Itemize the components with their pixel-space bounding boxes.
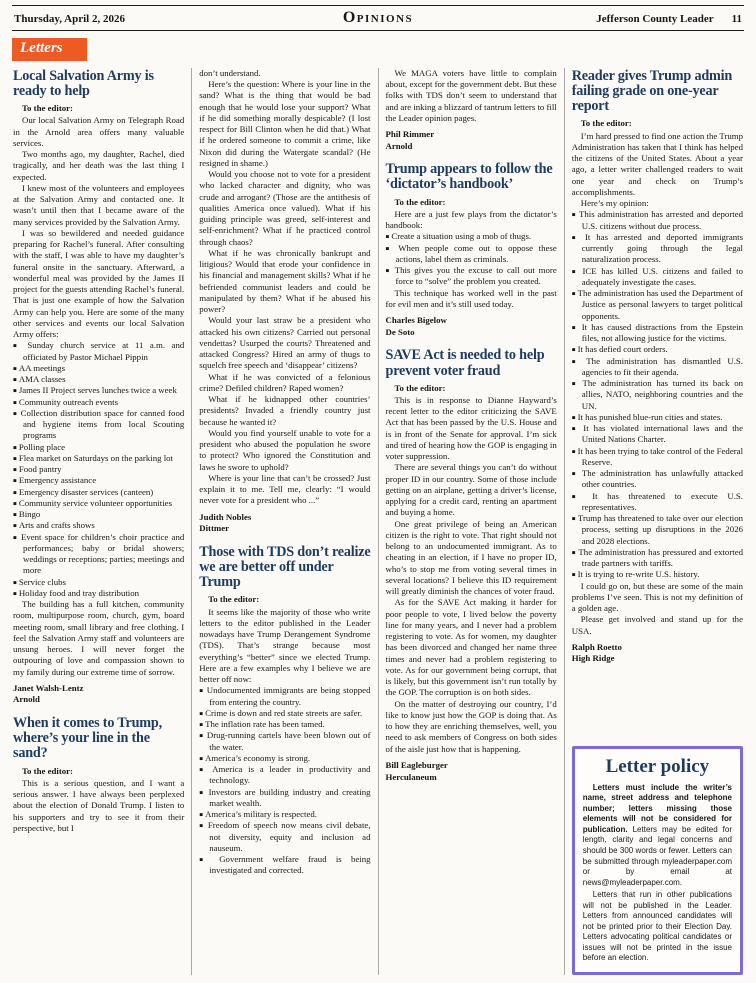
bullet-item: ■ AMA classes: [13, 374, 66, 385]
letter-paragraph: We MAGA voters have little to complain about, except for the government debt. But these folks with TDS don’t seem to understand that and are inking a blizzard of tantrum letters to fill the Leader opinion pages.: [385, 67, 557, 123]
column-3: [379, 68, 565, 975]
letter-paragraph: This is in response to Dianne Hayward’s recent letter to the editor criticizing the SAVE Act that has been passed by the U.S. House and is in front of the Senate for approval. I’m sick and tired of hearing how the GOP is engaging in voter suppression.: [385, 394, 557, 462]
letter-headline: Those with TDS don’t realize we are better off under Trump: [199, 543, 371, 591]
bullet-item: ■ Trump has threatened to take over our election process, setting up disruptions in the 2026 and 2028 elections.: [571, 513, 744, 546]
bullet-square-icon: ■: [13, 343, 21, 350]
salutation: To the editor:: [394, 382, 446, 393]
bullet-square-icon: ■: [199, 688, 204, 695]
bullet-square-icon: ■: [571, 449, 576, 456]
letter-paragraph: What if he was convicted of a felonious crime? Defiled children? Raped women?: [199, 371, 371, 393]
letter-paragraph: Would your last straw be a president who attacked his own citizens? Carried out personal vendettas? Usurped the courts? Threatened and attacked Congress? Hired an army of thugs to squelch free speech and ‘disappear’ citizens?: [199, 315, 371, 371]
letter-paragraph: As for the SAVE Act making it harder for poor people to vote, I lived below the poverty line for many years, and I never had a problem registering to vote. As for women, my daughter has been divorced and changed her name three times and never had a problem registering to vote. As for our government being corrupt, that is likely, but this government isn’t run totally by the GOP. The corruption is on both sides.: [385, 597, 557, 698]
letter-paragraph: don’t understand.: [199, 67, 261, 78]
bullet-item: ■ Polling place: [13, 441, 65, 452]
bullet-item: ■ The administration has unlawfully attacked other countries.: [571, 468, 743, 490]
bullet-square-icon: ■: [13, 580, 17, 587]
bullet-item: ■ The administration has pressured and extorted trade partners with tariffs.: [571, 546, 744, 569]
bullet-item: ■ It has violated international laws and the United Nations Charter.: [571, 423, 743, 445]
letter-paragraph: Here’s the question: Where is your line in the sand? What is the thing that would be bad enough that he would lose your support? What if he did something morally despicable? (I lost respect for Bill Clinton when he did that.) What if he ordered someone to commit a crime, like Nixon did during the Watergate scandal? (He resigned in shame.): [199, 79, 371, 168]
bullet-square-icon: ■: [199, 756, 203, 763]
bullet-item: ■ It has punished blue-run cities and states.: [571, 411, 723, 422]
bullet-item: ■ James II Project serves lunches twice a week: [13, 385, 177, 396]
bullet-square-icon: ■: [385, 268, 391, 275]
bullet-square-icon: ■: [571, 269, 578, 276]
bullet-item: ■ It has been trying to take control of the Federal Reserve.: [571, 445, 744, 467]
letter-signature: Janet Walsh-Lentz Arnold: [13, 682, 84, 705]
bullet-item: ■ The administration has turned its back on allies, NATO, neighboring countries and the UN.: [571, 378, 743, 411]
bullet-item: ■ This administration has arrested and deported U.S. citizens without due process.: [571, 209, 743, 231]
bullet-square-icon: ■: [13, 523, 17, 530]
letter-headline: When it comes to Trump, where’s your line in the sand?: [13, 715, 162, 762]
letter-paragraph: Two months ago, my daughter, Rachel, died tragically, and her death was the last thing I expected.: [13, 149, 185, 182]
bullet-square-icon: ■: [571, 471, 578, 478]
letter-policy-requirements: Letters must include the writer’s name, street address and telephone number; letters missing those elements will not be considered for publication.: [582, 782, 732, 834]
bullet-square-icon: ■: [13, 411, 18, 418]
letter-paragraph: Our local Salvation Army on Telegraph Road in the Arnold area offers many valuable services.: [13, 115, 185, 148]
bullet-item: ■ Flea market on Saturdays on the parking lot: [13, 452, 173, 463]
bullet-square-icon: ■: [13, 512, 17, 519]
letter-paragraph: What if he kidnapped other countries’ presidents? Invaded a friendly country just because he wanted it?: [199, 394, 371, 427]
bullet-item: ■ Investors are building industry and creating market wealth.: [199, 786, 371, 808]
bullet-square-icon: ■: [13, 445, 17, 452]
column-4-content: [572, 68, 743, 671]
bullet-item: ■ Create a situation using a mob of thugs.: [385, 231, 532, 242]
bullet-square-icon: ■: [571, 359, 580, 366]
bullet-square-icon: ■: [13, 400, 17, 407]
bullet-item: ■ Arts and crafts shows: [13, 520, 95, 531]
page-number: 11: [731, 13, 742, 25]
letter-policy-paragraph-1: [583, 783, 732, 888]
letter-paragraph: Where is your line that can’t be crossed? Just explain it to me. Tell me, clearly: “I would never vote for a president who ...”: [199, 472, 371, 506]
column-4: [565, 68, 744, 975]
letter-paragraph: I’m hard pressed to find one action the Trump Administration has taken that I think has helped the citizens of the United States. About a year ago, a letter writer challenged readers to wait one year and check on Trump’s accomplishments.: [571, 130, 743, 197]
salutation: To the editor:: [394, 196, 446, 207]
bullet-square-icon: ■: [13, 456, 17, 463]
masthead-date: Thursday, April 2, 2026: [14, 13, 125, 25]
bullet-item: ■ Community service volunteer opportunities: [13, 497, 173, 508]
bullet-square-icon: ■: [199, 823, 205, 830]
column-1-content: [13, 68, 184, 834]
bullet-square-icon: ■: [571, 572, 576, 579]
salutation: To the editor:: [208, 594, 260, 605]
letter-paragraph: I was so bewildered and needed guidance preparing for Rachel’s funeral. After consulting with the staff, I was able to have my daughter’s funeral onsite in the sanctuary. Afterward, a wonderful meal was provided by the James II project for the guests attending Rachel’s funeral. That is just one example of how the Salvation Army can help you. Here are some of the many other services and events our local Salvation Army offers:: [13, 227, 185, 340]
bullet-item: ■ Food pantry: [13, 464, 62, 475]
bullet-square-icon: ■: [199, 711, 203, 718]
bullet-item: ■ Event space for children’s choir practice and performances; baby or bridal showers; weddings or receptions; parties; meetings and more: [13, 531, 185, 576]
bullet-square-icon: ■: [13, 535, 18, 542]
bullet-square-icon: ■: [13, 366, 17, 373]
bullet-item: ■ America’s economy is strong.: [199, 752, 311, 763]
bullet-square-icon: ■: [571, 516, 576, 523]
letter-paragraph: This is a serious question, and I want a serious answer. I have always been perplexed about the election of Donald Trump. I listen to his supporters and try to see it from their perspective, but I: [13, 777, 185, 833]
bullet-item: ■ AA meetings: [13, 362, 66, 373]
bullet-item: ■ The inflation rate has been tamed.: [199, 719, 325, 730]
bullet-square-icon: ■: [571, 426, 579, 433]
bullet-square-icon: ■: [385, 246, 393, 253]
column-2: [192, 68, 378, 975]
bullet-item: ■ This gives you the excuse to call out more force to “solve” the problem you created.: [385, 265, 557, 287]
masthead-section-title: Opinions: [342, 9, 414, 26]
bullet-square-icon: ■: [571, 494, 583, 501]
bullet-item: ■ Collection distribution space for canned food and hygiene items from local Scouting programs: [13, 407, 185, 441]
letter-paragraph: It seems like the majority of those who write letters to the editor published in the Leader nowadays have Trump Derangement Syndrome (TDS). That’s strange because most everything’s “better” since we elected Trump. Here are a few examples why I believe we are better off now:: [199, 606, 371, 685]
bullet-square-icon: ■: [13, 388, 17, 395]
bullet-item: ■ The administration has used the Department of Justice as personal lawyers to target political opponents.: [571, 288, 744, 321]
bullet-item: ■ America is a leader in productivity and technology.: [199, 764, 371, 786]
bullet-item: ■ Freedom of speech now means civil debate, not diversity, equity and inclusion ad nauseum.: [199, 820, 371, 853]
bullet-item: ■ Crime is down and red state streets are safer.: [199, 707, 363, 718]
bullet-item: ■ Emergency disaster services (canteen): [13, 486, 154, 497]
bullet-item: ■ Community outreach events: [13, 396, 119, 407]
bullet-square-icon: ■: [13, 377, 17, 384]
bullet-square-icon: ■: [385, 234, 390, 241]
letter-paragraph: I knew most of the volunteers and employees at the Salvation Army and contacted one. It wasn’t until then that I became aware of the many services provided by the Salvation Army.: [13, 182, 185, 227]
bullet-square-icon: ■: [13, 501, 17, 508]
bullet-square-icon: ■: [13, 467, 17, 474]
bullet-item: ■ Holiday food and tray distribution: [13, 587, 140, 598]
letter-signature: Phil Rimmer Arnold: [385, 129, 435, 151]
bullet-item: ■ America’s military is respected.: [199, 809, 317, 820]
masthead-right: [413, 13, 742, 25]
bullet-item: ■ Drug-running cartels have been blown out of the water.: [199, 730, 371, 752]
letters-banner: [12, 38, 744, 61]
bullet-square-icon: ■: [13, 478, 17, 485]
bullet-item: ■ The administration has dismantled U.S. agencies to fit their agenda.: [571, 355, 743, 377]
letter-policy-box: [572, 746, 743, 975]
bullet-square-icon: ■: [13, 490, 17, 497]
bullet-square-icon: ■: [571, 381, 578, 388]
letter-paragraph: Here are a just few plays from the dictator’s handbook:: [385, 208, 557, 231]
bullet-square-icon: ■: [199, 767, 207, 774]
letter-paragraph: One great privilege of being an American citizen is the right to vote. That right should not belong to an undocumented immigrant. As to cheating in an election, if I have no proper ID, who’s to stop me from voting several times in several locations? I believe this ID requirement will greatly diminish the chances of voter fraud.: [385, 518, 557, 597]
bullet-square-icon: ■: [571, 291, 576, 298]
bullet-square-icon: ■: [571, 415, 576, 422]
letter-policy-paragraph-2: Letters that run in other publications will not be published in the Leader. Letters from announced candidates will not be printed prior to their Election Day. Letters advocating political candidates or issues will not be printed in the issue before an election.: [582, 890, 732, 963]
bullet-item: ■ It has arrested and deported immigrants currently going through the legal naturalization process.: [571, 231, 744, 265]
bullet-item: ■ It has threatened to execute U.S. representatives.: [571, 490, 743, 512]
column-2-content: [199, 68, 370, 877]
salutation: To the editor:: [580, 118, 632, 129]
paper-name: Jefferson County Leader: [596, 13, 714, 25]
letter-signature: Bill Eagleburger Herculaneum: [385, 759, 448, 782]
letter-headline: Trump appears to follow the ‘dictator’s handbook’: [385, 161, 553, 193]
bullet-item: ■ Bingo: [13, 509, 41, 520]
letter-policy-editing-rules: Letters may be edited for length, clarity and legal concerns and should be 300 words or fewer. Letters can be submitted through myleaderpaper.com or by email at news@myleaderpaper.com.: [582, 824, 732, 887]
bullet-item: ■ ICE has killed U.S. citizens and failed to adequately investigate the cases.: [571, 265, 744, 287]
bullet-item: ■ Undocumented immigrants are being stopped from entering the country.: [199, 685, 371, 707]
letters-columns: [12, 68, 744, 975]
letter-paragraph: Would you choose not to vote for a president who lacked character and dignity, who was crude and arrogant? (Those are the antithesis of qualities America once valued). What if his guiding principle was greed, self-interest and self-enrichment? What if he practiced control through chaos?: [199, 169, 371, 247]
bullet-square-icon: ■: [13, 591, 17, 598]
letter-signature: Ralph Roetto High Ridge: [571, 641, 622, 664]
letter-paragraph: I could go on, but these are some of the main problems I’ve seen. This is not my definition of a golden age.: [571, 580, 743, 614]
bullet-square-icon: ■: [571, 347, 576, 354]
bullet-item: ■ When people come out to oppose these actions, label them as criminals.: [385, 242, 557, 264]
bullet-item: ■ It has caused distractions from the Epstein files, not allowing justice for the victims.: [571, 321, 744, 344]
letter-paragraph: The building has a full kitchen, community room, multipurpose room, church, gym, board meeting room, small library and free clothing. I feel the Salvation Army staff and volunteers are unsung heroes. I will never forget the outpouring of love and compassion shown to my family during our extreme time of sorrow.: [13, 599, 185, 677]
letter-signature: Charles Bigelow De Soto: [385, 315, 447, 337]
bullet-square-icon: ■: [571, 325, 578, 332]
bullet-square-icon: ■: [199, 790, 205, 797]
letter-headline: Local Salvation Army is ready to help: [13, 67, 154, 99]
letter-paragraph: This technique has worked well in the past for evil men and it’s still used today.: [385, 287, 557, 309]
bullet-square-icon: ■: [571, 550, 576, 557]
letter-paragraph: Please get involved and stand up for the USA.: [571, 614, 743, 636]
letter-signature: Judith Nobles Dittmer: [199, 511, 252, 534]
bullet-square-icon: ■: [571, 212, 577, 219]
letter-paragraph: Here’s my opinion:: [580, 198, 649, 209]
bullet-square-icon: ■: [571, 235, 580, 242]
bullet-square-icon: ■: [199, 733, 204, 740]
letters-section-label: Letters: [12, 38, 87, 61]
letter-paragraph: What if he was chronically bankrupt and litigious? Would that erode your confidence in his financial and management skills? What if he befriended communist leaders and could be manipulated by them? What if he abused his power?: [199, 247, 371, 314]
letter-paragraph: On the matter of destroying our country, I’d like to know just how the GOP is doing that. As to how they are enriching themselves, well, you need to ask members of Congress on both sides of the aisle just how that is happening.: [385, 698, 557, 754]
bullet-square-icon: ■: [199, 857, 210, 864]
bullet-item: ■ It is trying to re-write U.S. history.: [571, 569, 700, 580]
salutation: To the editor:: [22, 765, 73, 776]
masthead: [12, 5, 744, 31]
bullet-square-icon: ■: [199, 812, 203, 819]
column-3-content: [386, 68, 557, 789]
salutation: To the editor:: [22, 103, 73, 114]
bullet-item: ■ Sunday church service at 11 a.m. and officiated by Pastor Michael Pippin: [13, 340, 185, 362]
letter-paragraph: There are several things you can’t do without proper ID in our country. Some of those include getting on an airplane, getting a driver’s license, applying for a credit card, renting an apartment and buying a home.: [385, 462, 557, 518]
letter-paragraph: Would you find yourself unable to vote for a president who abused the population he swore to protect? Who ignored the Constitution and laws he swore to uphold?: [199, 427, 371, 472]
letter-policy-title: Letter policy: [605, 755, 710, 777]
bullet-item: ■ It has defied court orders.: [571, 344, 668, 355]
bullet-item: ■ Emergency assistance: [13, 475, 97, 486]
letter-headline: Reader gives Trump admin failing grade on one-year report: [571, 67, 733, 115]
bullet-item: ■ Government welfare fraud is being investigated and corrected.: [199, 854, 371, 876]
bullet-item: ■ Service clubs: [13, 576, 66, 587]
letter-headline: SAVE Act is needed to help prevent voter fraud: [385, 347, 545, 379]
bullet-square-icon: ■: [199, 722, 203, 729]
column-1: [12, 68, 192, 975]
